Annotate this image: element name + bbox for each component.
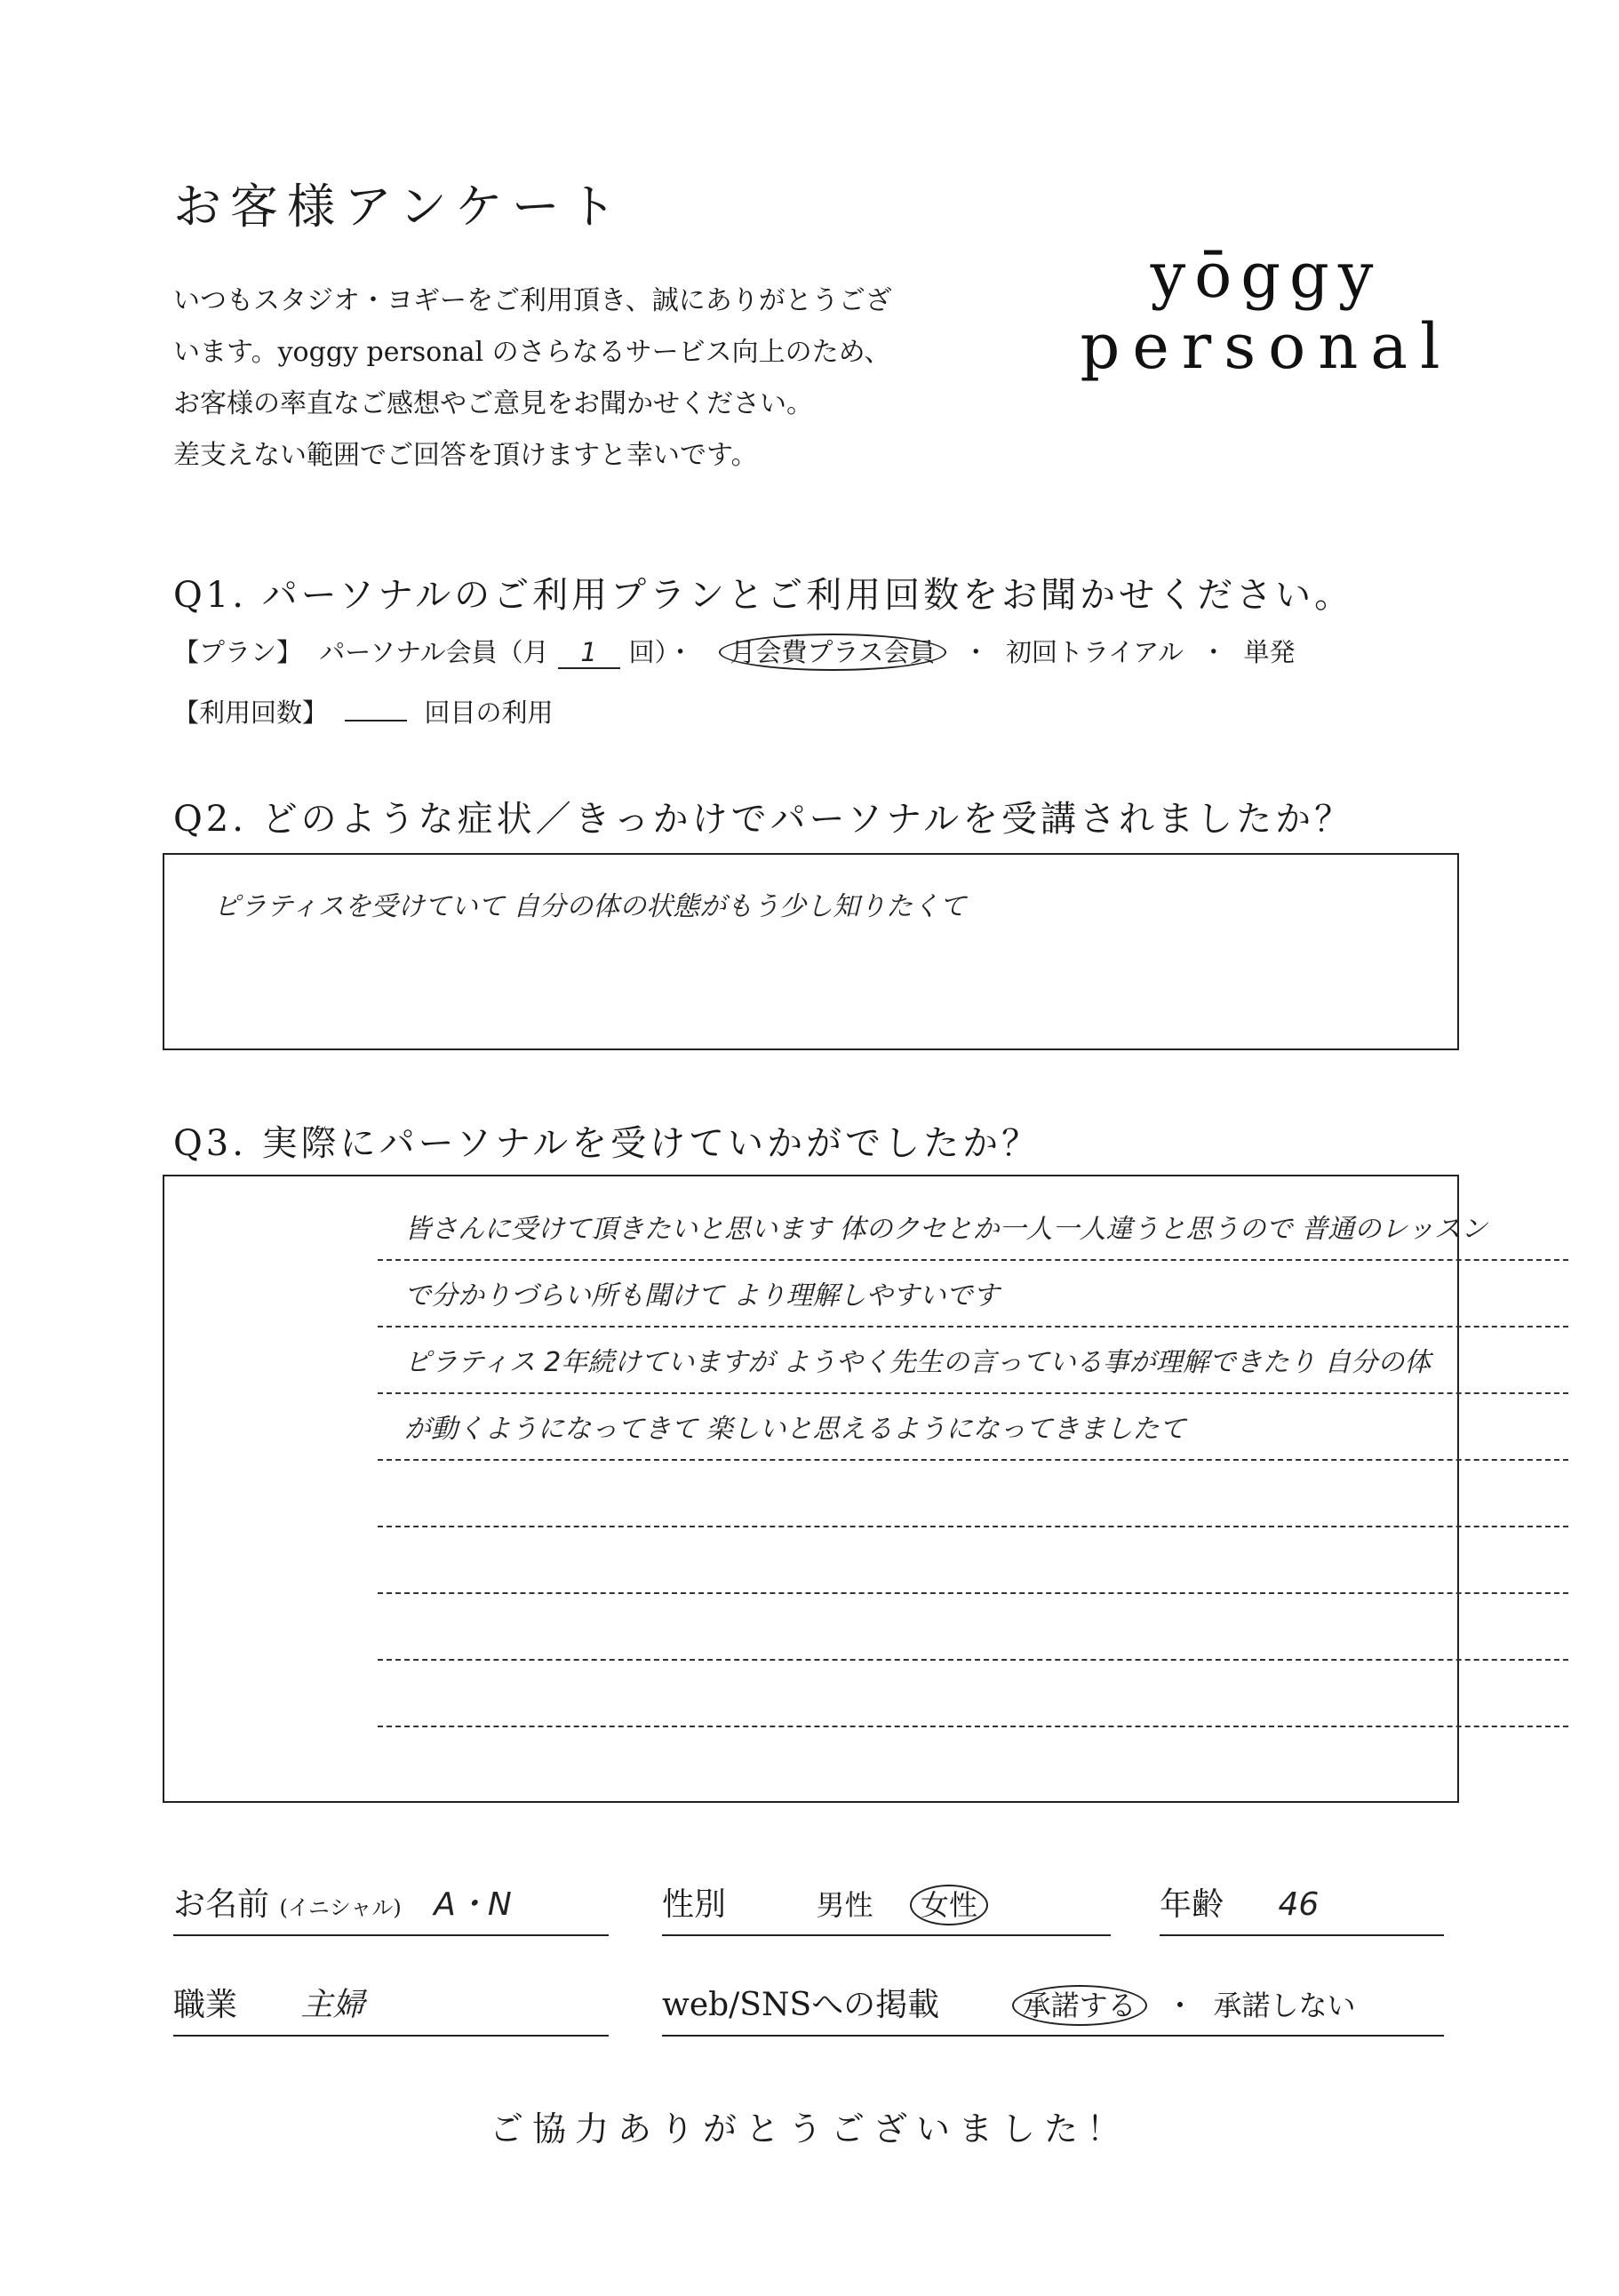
logo-line-1: yōggy [1150, 239, 1383, 312]
answer-3-line-text: が動くようになってきて 楽しいと思えるようになってきましたて [404, 1414, 1186, 1445]
answer-3-line-text [378, 1680, 404, 1711]
name-sub-label: (イニシャル) [279, 1895, 402, 1920]
question-2: Q2. どのような症状／きっかけでパーソナルを受講されましたか？ [173, 799, 1354, 840]
intro-line: 差支えない範囲でご回答を頂けますと幸いです。 [173, 440, 758, 471]
thanks-message: ご協力ありがとうございました！ [489, 2109, 1129, 2149]
gender-option-female[interactable]: 女性 [910, 1885, 988, 1925]
answer-2-box[interactable] [163, 853, 1459, 1050]
answer-3-line [378, 1341, 1568, 1394]
sns-consent-label: web/SNSへの掲載 [662, 1987, 940, 2023]
occupation-field[interactable] [173, 1980, 609, 2037]
gender-field [662, 1879, 1111, 1936]
answer-3-line [378, 1208, 1568, 1261]
brand-logo [1053, 240, 1479, 382]
age-value: 46 [1278, 1886, 1320, 1923]
usage-count-label: 【利用回数】 [173, 698, 329, 728]
usage-count-row [173, 693, 562, 729]
answer-3-line [378, 1407, 1568, 1461]
answer-3-line [378, 1274, 1568, 1327]
answer-3-line-text: 皆さんに受けて頂きたいと思います 体のクセとか一人一人違うと思うので 普通のレッスン [404, 1214, 1487, 1245]
answer-3-line-text: ピラティス 2年続けていますが ようやく先生の言っている事が理解できたり 自分の体 [404, 1347, 1432, 1378]
usage-count-suffix: 回目の利用 [424, 698, 554, 728]
occupation-value: 主婦 [300, 1987, 365, 2023]
name-value: A・N [434, 1886, 512, 1923]
answer-3-line [378, 1474, 1568, 1527]
answer-3-line-text [378, 1547, 404, 1578]
occupation-label: 職業 [173, 1987, 238, 2023]
gender-option-male[interactable]: 男性 [816, 1888, 873, 1922]
answer-3-line-text [378, 1614, 404, 1645]
name-field[interactable] [173, 1879, 609, 1936]
plan-option-single[interactable]: 単発 [1243, 637, 1296, 667]
answer-3-line [378, 1607, 1568, 1661]
monthly-count-field[interactable]: 1 [558, 637, 620, 669]
intro-line: お客様の率直なご感想やご意見をお聞かせください。 [173, 388, 813, 419]
answer-3-line-text: で分かりづらい所も聞けて より理解しやすいです [404, 1280, 1000, 1311]
intro-line: いつもスタジオ・ヨギーをご利用頂き、誠にありがとうござ [173, 285, 892, 316]
answer-3-line [378, 1541, 1568, 1594]
plan-option-trial[interactable]: 初回トライアル [1005, 637, 1184, 667]
answer-3-box[interactable] [163, 1175, 1487, 1803]
question-3: Q3. 実際にパーソナルを受けていかがでしたか？ [173, 1123, 1041, 1164]
usage-count-field[interactable] [345, 720, 407, 721]
answer-2-text: ピラティスを受けていて 自分の体の状態がもう少し知りたくて [213, 891, 967, 922]
plan-option-personal-suffix: 回）・ [628, 637, 694, 667]
sns-consent-field [662, 1980, 1444, 2037]
plan-label: 【プラン】 [173, 637, 303, 667]
plan-option-personal-prefix: パーソナル会員（月 [319, 637, 549, 667]
name-label: お名前 [173, 1886, 270, 1923]
gender-label: 性別 [662, 1886, 727, 1923]
intro-text [173, 275, 1062, 482]
sns-consent-separator: ・ [1166, 1989, 1195, 2022]
plan-option-personal[interactable] [319, 637, 702, 667]
plan-option-monthly-plus[interactable]: 月会費プラス会員 [719, 634, 945, 671]
intro-line: います。yoggy personal のさらなるサービス向上のため、 [173, 337, 891, 368]
plan-row [173, 633, 1304, 669]
sns-consent-no[interactable]: 承諾しない [1213, 1989, 1356, 2022]
answer-3-line [378, 1674, 1568, 1727]
plan-separator: ・ [1200, 637, 1227, 667]
sns-consent-yes[interactable]: 承諾する [1012, 1985, 1147, 2026]
age-field[interactable] [1160, 1879, 1444, 1936]
logo-line-2: personal [1080, 310, 1453, 383]
page-title: お客様アンケート [173, 179, 626, 235]
plan-separator: ・ [962, 637, 989, 667]
age-label: 年齢 [1160, 1886, 1224, 1923]
question-1: Q1. パーソナルのご利用プランとご利用回数をお聞かせください。 [173, 575, 1354, 616]
answer-3-line-text [378, 1480, 404, 1511]
